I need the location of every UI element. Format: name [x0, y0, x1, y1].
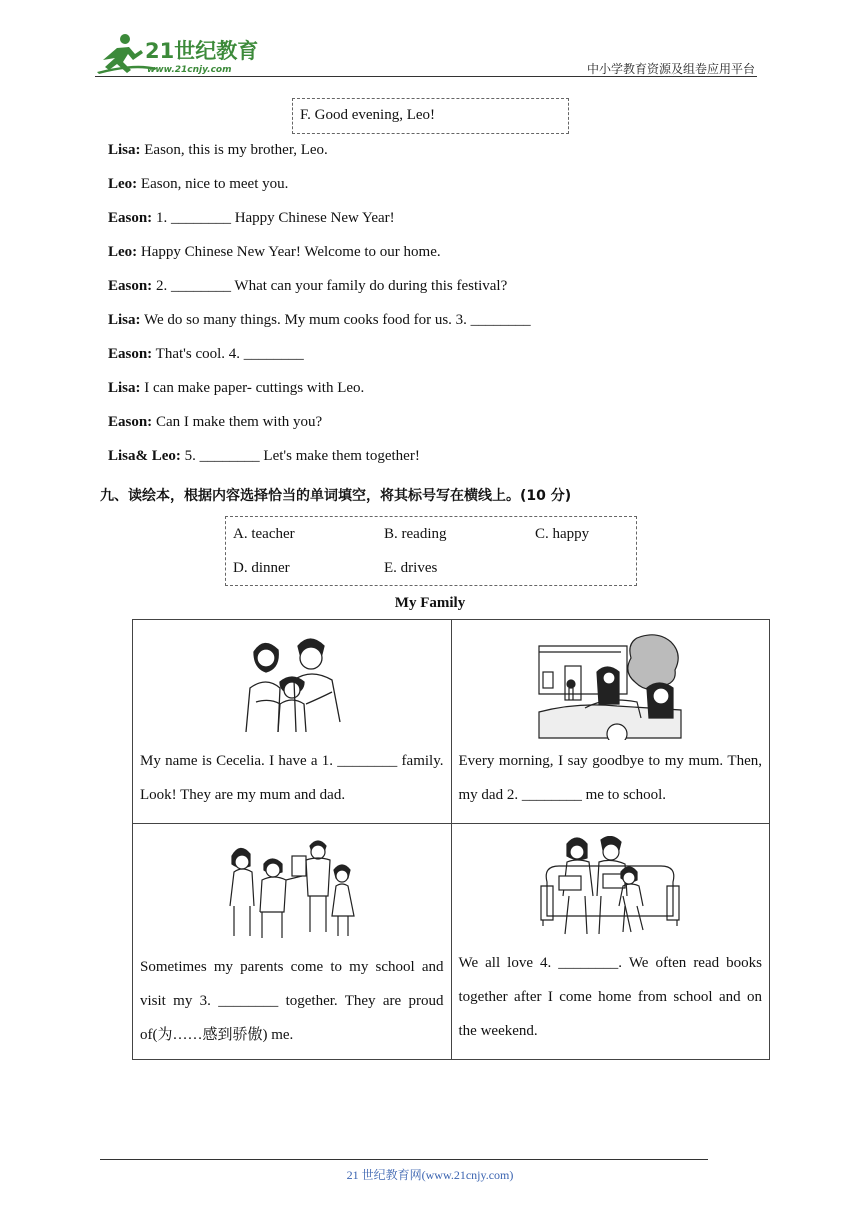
speaker: Eason:	[108, 210, 153, 226]
word-option: C. happy	[535, 526, 590, 542]
story-panel	[451, 824, 770, 1060]
line-text: Can I make them with you?	[152, 414, 323, 430]
option-f: F. Good evening, Leo!	[300, 107, 436, 123]
dialogue-line	[108, 176, 288, 193]
word-option: B. reading	[384, 526, 447, 542]
header-divider	[95, 76, 757, 77]
speaker: Lisa:	[108, 142, 141, 158]
line-text: Eason, nice to meet you.	[137, 176, 289, 192]
line-text: Happy Chinese New Year! Welcome to our home.	[137, 244, 441, 260]
word-option: E. drives	[384, 560, 438, 576]
story-panel	[133, 620, 452, 824]
panel-text: My name is Cecelia. I have a 1. ________ family. Look! They are my mum and dad.	[140, 753, 444, 803]
dialogue-line	[108, 346, 304, 363]
line-text: That's cool. 4. ________	[152, 346, 304, 362]
word-option: A. teacher	[233, 526, 295, 542]
footer-text: 21 世纪教育网(www.21cnjy.com)	[346, 1168, 514, 1182]
speaker: Lisa:	[108, 380, 141, 396]
line-text: Eason, this is my brother, Leo.	[140, 142, 328, 158]
dialogue-line	[108, 278, 507, 295]
page-header	[95, 30, 757, 78]
reading-sofa-picture	[539, 836, 681, 942]
dialogue-line	[108, 448, 420, 465]
speaker: Eason:	[108, 414, 153, 430]
logo-url: www.21cnjy.com	[147, 65, 232, 75]
story-title: My Family	[394, 595, 466, 611]
speaker: Lisa& Leo:	[108, 448, 181, 464]
family-portrait-picture	[236, 632, 348, 740]
panel-text: Every morning, I say goodbye to my mum. Then, my dad 2. ________ me to school.	[458, 753, 762, 803]
panel-text: We all love 4. ________. We often read books together after I come home from school and on the weekend.	[458, 955, 762, 1039]
speaker: Eason:	[108, 346, 153, 362]
platform-name: 中小学教育资源及组卷应用平台	[586, 62, 755, 76]
dialogue-line	[108, 414, 322, 431]
line-text: I can make paper- cuttings with Leo.	[140, 380, 365, 396]
line-text: 5. ________ Let's make them together!	[180, 448, 420, 464]
dialogue-line	[108, 312, 531, 329]
section-heading: 九、读绘本，根据内容选择恰当的单词填空，将其标号写在横线上。(10 分)	[100, 488, 572, 504]
dialogue-line	[108, 380, 364, 397]
story-panel	[133, 824, 452, 1060]
footer-divider	[100, 1159, 708, 1160]
dialogue-line	[108, 210, 395, 227]
speaker: Lisa:	[108, 312, 141, 328]
car-goodbye-picture	[537, 632, 683, 740]
line-text: We do so many things. My mum cooks food for us. 3. ________	[140, 312, 531, 328]
logo	[95, 32, 260, 76]
speaker: Leo:	[108, 176, 138, 192]
dialogue-line	[108, 244, 441, 261]
option-f-box	[292, 98, 569, 134]
line-text: 1. ________ Happy Chinese New Year!	[152, 210, 395, 226]
line-text: 2. ________ What can your family do during this festival?	[152, 278, 508, 294]
logo-text: 21世纪教育	[145, 39, 259, 63]
story-panel	[451, 620, 770, 824]
panel-text: Sometimes my parents come to my school and visit my 3. ________ together. They are proud of(为……感到骄傲) me.	[140, 959, 444, 1043]
dialogue-line	[108, 142, 328, 159]
story-table	[132, 619, 770, 1060]
speaker: Leo:	[108, 244, 138, 260]
word-option: D. dinner	[233, 560, 290, 576]
speaker: Eason:	[108, 278, 153, 294]
school-visit-picture	[226, 836, 358, 944]
